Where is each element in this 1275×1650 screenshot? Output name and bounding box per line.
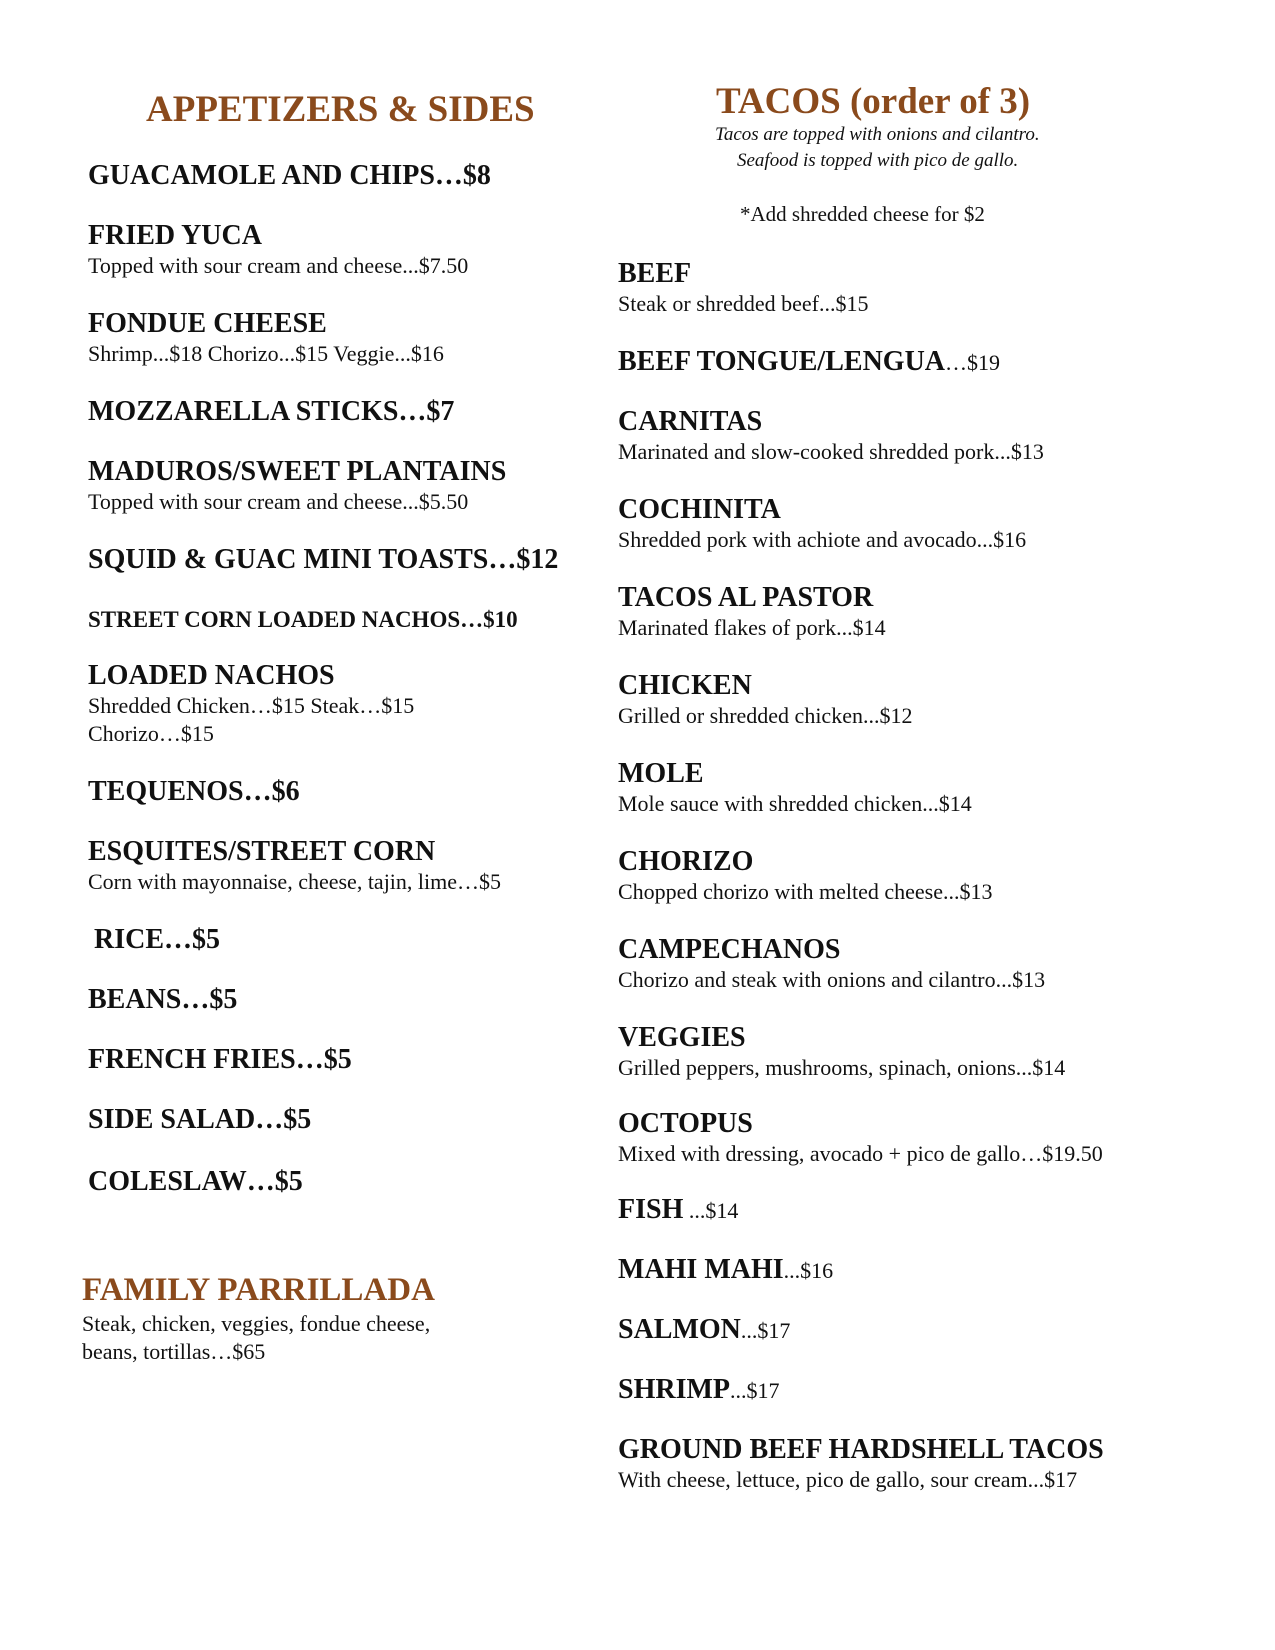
menu-item	[88, 1104, 311, 1136]
item-name: COCHINITA	[618, 494, 781, 525]
menu-item	[618, 1374, 780, 1407]
item-name: FRIED YUCA	[88, 220, 262, 251]
item-description: Mixed with dressing, avocado + pico de gallo…$19.50	[618, 1141, 1103, 1166]
menu-item	[88, 160, 491, 192]
menu-item	[618, 346, 1000, 379]
menu-item	[618, 670, 912, 730]
menu-item	[88, 836, 501, 896]
item-description: Mole sauce with shredded chicken...$14	[618, 791, 972, 816]
note-line: Tacos are topped with onions and cilantro.	[715, 124, 1040, 145]
item-name: CHORIZO	[618, 846, 754, 877]
item-name: VEGGIES	[618, 1022, 746, 1053]
menu-item	[88, 776, 300, 808]
item-description: Chorizo…$15	[88, 721, 214, 746]
item-name-row	[618, 1374, 780, 1407]
item-description: Grilled or shredded chicken...$12	[618, 703, 913, 728]
item-description: Grilled peppers, mushrooms, spinach, onions...$14	[618, 1055, 1066, 1080]
item-price: …$19	[945, 350, 1001, 375]
item-name: SALMON	[618, 1314, 741, 1345]
menu-item	[88, 456, 506, 516]
item-name: FONDUE CHEESE	[88, 308, 327, 339]
item-name: CHICKEN	[618, 670, 752, 701]
item-name: MADUROS/SWEET PLANTAINS	[88, 456, 507, 487]
item-name: FRENCH FRIES…$5	[88, 1044, 352, 1075]
item-description: beans, tortillas…$65	[82, 1339, 266, 1364]
item-description: Chorizo and steak with onions and cilantro...$13	[618, 967, 1046, 992]
menu-item	[618, 406, 1044, 466]
item-name: ESQUITES/STREET CORN	[88, 836, 436, 867]
menu-item	[618, 494, 1026, 554]
item-description: Shrimp...$18 Chorizo...$15 Veggie...$16	[88, 341, 444, 366]
item-name: MAHI MAHI	[618, 1254, 784, 1285]
tacos-note-cheese: *Add shredded cheese for $2	[740, 202, 985, 226]
item-name: CARNITAS	[618, 406, 763, 437]
item-description: Steak, chicken, veggies, fondue cheese,	[82, 1311, 431, 1336]
item-description: Chopped chorizo with melted cheese...$13	[618, 879, 993, 904]
item-name: GUACAMOLE AND CHIPS…$8	[88, 160, 491, 191]
item-price: ...$17	[740, 1318, 791, 1343]
item-price: ...$17	[730, 1378, 780, 1403]
menu-item	[88, 544, 558, 576]
menu-item	[88, 1044, 352, 1076]
menu-item	[94, 924, 220, 956]
item-description: Marinated flakes of pork...$14	[618, 615, 886, 640]
item-name-row	[618, 1254, 833, 1287]
item-description: With cheese, lettuce, pico de gallo, sour cream...$17	[618, 1467, 1078, 1492]
item-description: Steak or shredded beef...$15	[618, 291, 869, 316]
menu-item	[618, 846, 993, 906]
item-description: Corn with mayonnaise, cheese, tajin, lime…$5	[88, 869, 502, 894]
item-name: MOLE	[618, 758, 704, 789]
item-description: Topped with sour cream and cheese...$7.50	[88, 253, 469, 278]
item-name: SQUID & GUAC MINI TOASTS…$12	[88, 544, 559, 575]
item-name: STREET CORN LOADED NACHOS…$10	[88, 607, 518, 632]
item-description: Marinated and slow-cooked shredded pork...$13	[618, 439, 1044, 464]
parrillada-title: FAMILY PARRILLADA	[82, 1272, 435, 1308]
item-description: Topped with sour cream and cheese...$5.50	[88, 489, 469, 514]
tacos-title: TACOS (order of 3)	[716, 81, 1031, 122]
item-name: MOZZARELLA STICKS…$7	[88, 396, 455, 427]
item-description: Shredded pork with achiote and avocado...$16	[618, 527, 1027, 552]
item-price: ...$16	[783, 1258, 834, 1283]
item-name: BEEF	[618, 258, 692, 289]
item-name: FISH	[618, 1194, 684, 1225]
menu-item	[618, 1314, 790, 1347]
menu-item	[88, 984, 237, 1016]
menu-item	[618, 1022, 1065, 1082]
appetizers-title: APPETIZERS & SIDES	[146, 89, 535, 130]
item-name: OCTOPUS	[618, 1108, 753, 1139]
item-name: COLESLAW…$5	[88, 1166, 303, 1197]
menu-item	[88, 1166, 303, 1198]
item-name: RICE…$5	[94, 924, 221, 955]
menu-item	[88, 308, 444, 368]
menu-item	[88, 660, 414, 748]
menu-item	[88, 604, 518, 636]
item-price: ...$14	[683, 1198, 739, 1223]
parrillada-description	[82, 1310, 430, 1366]
menu-item	[618, 582, 886, 642]
item-name: CAMPECHANOS	[618, 934, 841, 965]
menu-item	[88, 396, 454, 428]
menu-item	[618, 934, 1045, 994]
menu-item	[618, 758, 972, 818]
menu-item	[618, 1194, 738, 1227]
item-name: BEEF TONGUE/LENGUA	[618, 346, 946, 377]
menu-item	[88, 220, 468, 280]
tacos-note-seafood: Seafood is topped with pico de gallo.	[737, 150, 1019, 171]
menu-item	[618, 1434, 1104, 1494]
item-name-row	[618, 1194, 738, 1227]
menu-item	[618, 258, 868, 318]
menu-item	[618, 1108, 1103, 1168]
item-name: GROUND BEEF HARDSHELL TACOS	[618, 1434, 1104, 1465]
item-name: SIDE SALAD…$5	[88, 1104, 312, 1135]
item-name: LOADED NACHOS	[88, 660, 335, 691]
item-name: SHRIMP	[618, 1374, 730, 1405]
item-name: TACOS AL PASTOR	[618, 582, 874, 613]
item-name: BEANS…$5	[88, 984, 238, 1015]
item-name-row	[618, 1314, 790, 1347]
item-description: Shredded Chicken…$15 Steak…$15	[88, 693, 415, 718]
item-name: TEQUENOS…$6	[88, 776, 300, 807]
menu-item	[618, 1254, 833, 1287]
item-name-row	[618, 346, 1000, 379]
